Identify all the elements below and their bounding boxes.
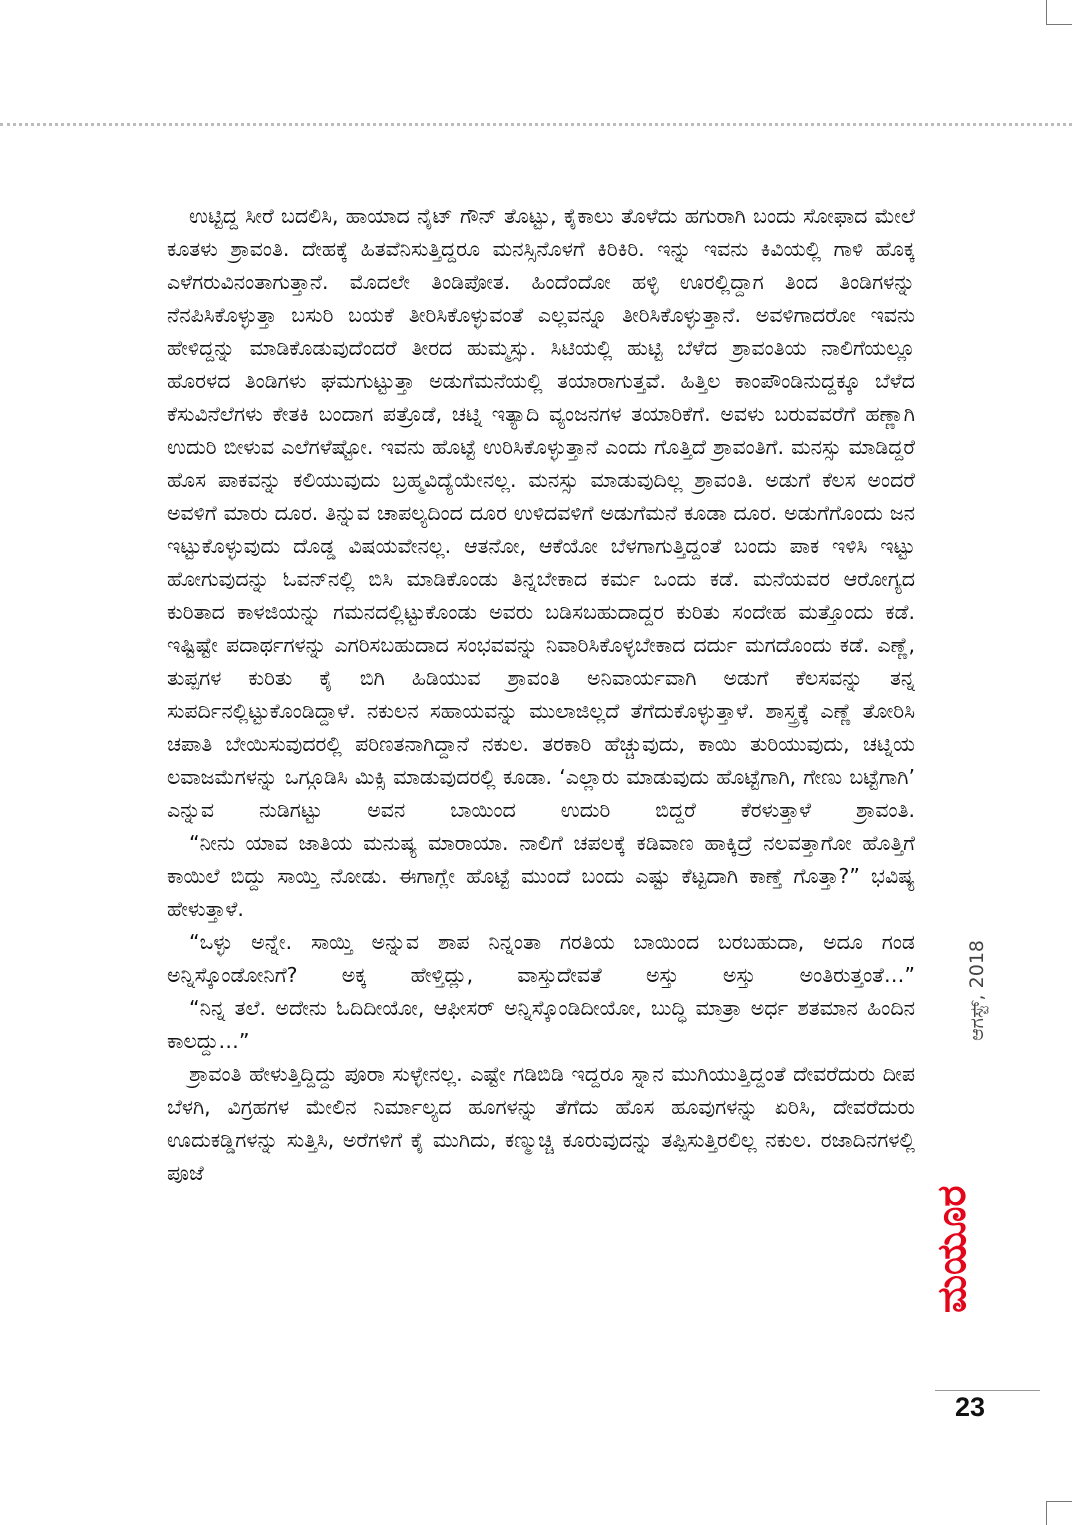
paragraph-3: “ಒಳ್ಳು ಅನ್ನೇ. ಸಾಯ್ತಿ ಅನ್ನುವ ಶಾಪ ನಿನ್ನಂತಾ ಗರತಿಯ ಬಾಯಿಂದ ಬರಬಹುದಾ, ಅದೂ ಗಂಡ ಅನ್ನಿಸ್ಕೊಂಡೋನಿಗೆ? ಅಕ್ಕ ಹೇಳ್ತಿದ್ಲು, ವಾಸ್ತುದೇವತೆ ಅಸ್ತು ಅಸ್ತು ಅಂತಿರುತ್ತಂತೆ…”: [167, 930, 915, 987]
magazine-name: ಮಯೂರ: [929, 1185, 975, 1313]
paragraph-4: “ನಿನ್ನ ತಲೆ. ಅದೇನು ಓದಿದೀಯೋ, ಆಫೀಸರ್ ಅನ್ನಿಸ್ಕೊಂಡಿದೀಯೋ, ಬುದ್ಧಿ ಮಾತ್ರಾ ಅರ್ಧ ಶತಮಾನ ಹಿಂದಿನ ಕಾಲದ್ದು…”: [167, 996, 915, 1053]
article-body: [167, 200, 915, 1190]
issue-date: ಆಗಸ್ಟ್, 2018: [966, 940, 988, 1041]
page-number: 23: [955, 1392, 986, 1422]
paragraph-1: ಉಟ್ಟಿದ್ದ ಸೀರೆ ಬದಲಿಸಿ, ಹಾಯಾದ ನೈಟ್ ಗೌನ್ ತೊಟ್ಟು, ಕೈಕಾಲು ತೊಳೆದು ಹಗುರಾಗಿ ಬಂದು ಸೋಫಾದ ಮೇಲೆ ಕೂತಳು ಶ್ರಾವಂತಿ. ದೇಹಕ್ಕೆ ಹಿತವೆನಿಸುತ್ತಿದ್ದರೂ ಮನಸ್ಸಿನೊಳಗೆ ಕಿರಿಕಿರಿ. ಇನ್ನು ಇವನು ಕಿವಿಯಲ್ಲಿ ಗಾಳಿ ಹೊಕ್ಕ ಎಳೆಗರುವಿನಂತಾಗುತ್ತಾನೆ. ಮೊದಲೇ ತಿಂಡಿಪೋತ. ಹಿಂದೆಂದೋ ಹಳ್ಳಿ ಊರಲ್ಲಿದ್ದಾಗ ತಿಂದ ತಿಂಡಿಗಳನ್ನು ನೆನಪಿಸಿಕೊಳ್ಳುತ್ತಾ ಬಸುರಿ ಬಯಕೆ ತೀರಿಸಿಕೊಳ್ಳುವಂತೆ ಎಲ್ಲವನ್ನೂ ತೀರಿಸಿಕೊಳ್ಳುತ್ತಾನೆ. ಅವಳಿಗಾದರೋ ಇವನು ಹೇಳಿದ್ದನ್ನು ಮಾಡಿಕೊಡುವುದೆಂದರೆ ತೀರದ ಹುಮ್ಮಸ್ಸು. ಸಿಟಿಯಲ್ಲಿ ಹುಟ್ಟಿ ಬೆಳೆದ ಶ್ರಾವಂತಿಯ ನಾಲಿಗೆಯಲ್ಲೂ ಹೊರಳದ ತಿಂಡಿಗಳು ಘಮಗುಟ್ಟುತ್ತಾ ಅಡುಗೆಮನೆಯಲ್ಲಿ ತಯಾರಾಗುತ್ತವೆ. ಹಿತ್ತಿಲ ಕಾಂಪೌಂಡಿನುದ್ದಕ್ಕೂ ಬೆಳೆದ ಕೆಸುವಿನೆಲೆಗಳು ಕೇತಕಿ ಬಂದಾಗ ಪತ್ರೊಡೆ, ಚಟ್ನಿ ಇತ್ಯಾದಿ ವ್ಯಂಜನಗಳ ತಯಾರಿಕೆಗೆ. ಅವಳು ಬರುವವರೆಗೆ ಹಣ್ಣಾಗಿ ಉದುರಿ ಬೀಳುವ ಎಲೆಗಳೆಷ್ಟೋ. ಇವನು ಹೊಟ್ಟೆ ಉರಿಸಿಕೊಳ್ಳುತ್ತಾನೆ ಎಂದು ಗೊತ್ತಿದೆ ಶ್ರಾವಂತಿಗೆ. ಮನಸ್ಸು ಮಾಡಿದ್ದರೆ ಹೊಸ ಪಾಕವನ್ನು ಕಲಿಯುವುದು ಬ್ರಹ್ಮವಿದ್ಯೆಯೇನಲ್ಲ. ಮನಸ್ಸು ಮಾಡುವುದಿಲ್ಲ ಶ್ರಾವಂತಿ. ಅಡುಗೆ ಕೆಲಸ ಅಂದರೆ ಅವಳಿಗೆ ಮಾರು ದೂರ. ತಿನ್ನುವ ಚಾಪಲ್ಯದಿಂದ ದೂರ ಉಳಿದವಳಿಗೆ ಅಡುಗೆಮನೆ ಕೂಡಾ ದೂರ. ಅಡುಗೆಗೊಂದು ಜನ ಇಟ್ಟುಕೊಳ್ಳುವುದು ದೊಡ್ಡ ವಿಷಯವೇನಲ್ಲ. ಆತನೋ, ಆಕೆಯೋ ಬೆಳಗಾಗುತ್ತಿದ್ದಂತೆ ಬಂದು ಪಾಕ ಇಳಿಸಿ ಇಟ್ಟು ಹೋಗುವುದನ್ನು ಓವನ್‌ನಲ್ಲಿ ಬಿಸಿ ಮಾಡಿಕೊಂಡು ತಿನ್ನಬೇಕಾದ ಕರ್ಮ ಒಂದು ಕಡೆ. ಮನೆಯವರ ಆರೋಗ್ಯದ ಕುರಿತಾದ ಕಾಳಜಿಯನ್ನು ಗಮನದಲ್ಲಿಟ್ಟುಕೊಂಡು ಅವರು ಬಡಿಸಬಹುದಾದ್ದರ ಕುರಿತು ಸಂದೇಹ ಮತ್ತೊಂದು ಕಡೆ. ಇಷ್ಟಿಷ್ಟೇ ಪದಾರ್ಥಗಳನ್ನು ಎಗರಿಸಬಹುದಾದ ಸಂಭವವನ್ನು ನಿವಾರಿಸಿಕೊಳ್ಳಬೇಕಾದ ದರ್ದು ಮಗದೊಂದು ಕಡೆ. ಎಣ್ಣೆ, ತುಪ್ಪಗಳ ಕುರಿತು ಕೈ ಬಿಗಿ ಹಿಡಿಯುವ ಶ್ರಾವಂತಿ ಅನಿವಾರ್ಯವಾಗಿ ಅಡುಗೆ ಕೆಲಸವನ್ನು ತನ್ನ ಸುಪರ್ದಿನಲ್ಲಿಟ್ಟುಕೊಂಡಿದ್ದಾಳೆ. ನಕುಲನ ಸಹಾಯವನ್ನು ಮುಲಾಜಿಲ್ಲದೆ ತೆಗೆದುಕೊಳ್ಳುತ್ತಾಳೆ. ಶಾಸ್ತ್ರಕ್ಕೆ ಎಣ್ಣೆ ತೋರಿಸಿ ಚಪಾತಿ ಬೇಯಿಸುವುದರಲ್ಲಿ ಪರಿಣತನಾಗಿದ್ದಾನೆ ನಕುಲ. ತರಕಾರಿ ಹೆಚ್ಚುವುದು, ಕಾಯಿ ತುರಿಯುವುದು, ಚಟ್ನಿಯ ಲವಾಜಮೆಗಳನ್ನು ಒಗ್ಗೂಡಿಸಿ ಮಿಕ್ಸಿ ಮಾಡುವುದರಲ್ಲಿ ಕೂಡಾ. ‘ಎಲ್ಲಾರು ಮಾಡುವುದು ಹೊಟ್ಟೆಗಾಗಿ, ಗೇಣು ಬಟ್ಟೆಗಾಗಿ’ ಎನ್ನುವ ನುಡಿಗಟ್ಟು ಅವನ ಬಾಯಿಂದ ಉದುರಿ ಬಿದ್ದರೆ ಕೆರಳುತ್ತಾಳೆ ಶ್ರಾವಂತಿ.: [167, 204, 915, 822]
crop-mark-top-horizontal: [1046, 24, 1072, 25]
paragraph-2: “ನೀನು ಯಾವ ಜಾತಿಯ ಮನುಷ್ಯ ಮಾರಾಯಾ. ನಾಲಿಗೆ ಚಪಲಕ್ಕೆ ಕಡಿವಾಣ ಹಾಕ್ಕಿದ್ರೆ ನಲವತ್ತಾಗೋ ಹೊತ್ತಿಗೆ ಕಾಯಿಲೆ ಬಿದ್ದು ಸಾಯ್ತಿ ನೋಡು. ಈಗಾಗ್ಲೇ ಹೊಟ್ಟೆ ಮುಂದೆ ಬಂದು ಎಷ್ಟು ಕೆಟ್ಟದಾಗಿ ಕಾಣ್ತೆ ಗೊತ್ತಾ?” ಭವಿಷ್ಯ ಹೇಳುತ್ತಾಳೆ.: [167, 831, 915, 921]
crop-mark-bottom: [1046, 1501, 1047, 1525]
crop-mark-top: [1046, 0, 1047, 24]
page-number-rule: [935, 1390, 1040, 1391]
paragraph-5: ಶ್ರಾವಂತಿ ಹೇಳುತ್ತಿದ್ದಿದ್ದು ಪೂರಾ ಸುಳ್ಳೇನಲ್ಲ. ಎಷ್ಟೇ ಗಡಿಬಿಡಿ ಇದ್ದರೂ ಸ್ನಾನ ಮುಗಿಯುತ್ತಿದ್ದಂತೆ ದೇವರೆದುರು ದೀಪ ಬೆಳಗಿ, ವಿಗ್ರಹಗಳ ಮೇಲಿನ ನಿರ್ಮಾಲ್ಯದ ಹೂಗಳನ್ನು ತೆಗೆದು ಹೊಸ ಹೂವುಗಳನ್ನು ಏರಿಸಿ, ದೇವರೆದುರು ಊದುಕಡ್ಡಿಗಳನ್ನು ಸುತ್ತಿಸಿ, ಅರೆಗಳಿಗೆ ಕೈ ಮುಗಿದು, ಕಣ್ಮುಚ್ಚಿ ಕೂರುವುದನ್ನು ತಪ್ಪಿಸುತ್ತಿರಲಿಲ್ಲ ನಕುಲ. ರಜಾದಿನಗಳಲ್ಲಿ ಪೂಜೆ: [167, 1062, 915, 1185]
dotted-separator: [0, 123, 1072, 126]
crop-mark-bottom-horizontal: [1046, 1501, 1072, 1502]
